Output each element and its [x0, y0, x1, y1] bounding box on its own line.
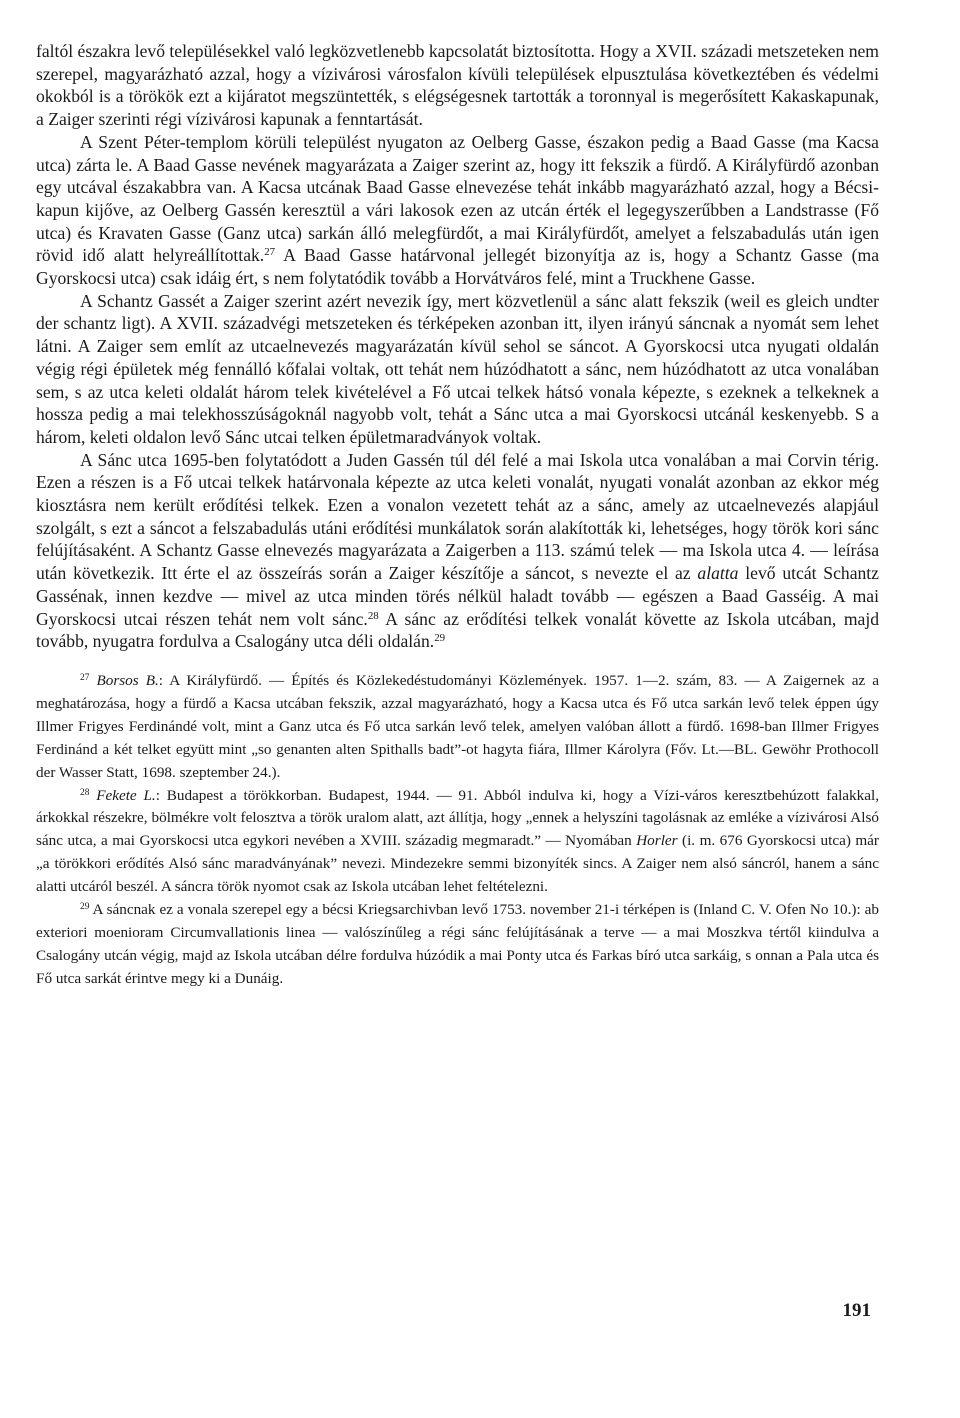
text-run: A sánc az erődítési telkek vonalát követte az Iskola utcában, majd tovább, nyugatra fordulva a Csalogány utca déli oldalán.	[36, 608, 879, 652]
text-run: : Budapest a törökkorban. Budapest, 1944. — 91. Abból indulva ki, hogy a Vízi-város keresztbehúzott falakkal, árkokkal részekre, bölmékre volt felosztva a török uralom alatt, azt állítja, hogy „ennek a helyszíni tagolásnak az emléke a vízivárosi Alsó sánc utca, a mai Gyorskocsi utca egykori nevében a XVIII. századig megmaradt.” — Nyomában	[36, 786, 879, 850]
footnote-marker: 27	[80, 672, 90, 683]
italic-text: Horler	[636, 832, 678, 850]
paragraph	[36, 290, 879, 449]
text-run: (i. m. 676 Gyorskocsi utca) már „a törökkori erődítés Alsó sánc maradványának” nevezi. Mindezekre semmi bizonyíték sincs. A Zaiger nem alsó sáncról, hanem a sánc alatti utcáról beszél. A sáncra török nyomot csak az Iskola utcában lehet feltételezni.	[36, 832, 879, 896]
footnote-marker: 27	[264, 246, 276, 259]
footnote	[36, 785, 879, 900]
paragraph	[36, 40, 879, 131]
italic-text: Borsos B.	[96, 671, 159, 689]
italic-text: alatta	[697, 563, 739, 584]
italic-text: Fekete L.	[96, 786, 156, 804]
paragraph	[36, 131, 879, 290]
footnote-marker: 29	[80, 901, 90, 912]
page-number: 191	[842, 1300, 871, 1321]
footnote-marker: 29	[434, 632, 446, 645]
text-run: A Baad Gasse határvonal jellegét bizonyítja az is, hogy a Schantz Gasse (ma Gyorskocsi utca) csak idáig ért, s nem folytatódik tovább a Horvátváros felé, mint a Truckhene Gasse.	[36, 245, 880, 289]
text-run: A sáncnak ez a vonala szerepel egy a bécsi Kriegsarchivban levő 1753. november 21-i térképen is (Inland C. V. Ofen No 10.): ab exteriori moenioram Circumvallationis linea — valószínűleg a régi sánc felújításának a terve — a mai Moszkva tértől kiindulva a Csalogány utcán végig, majd az Iskola utcában délre fordulva húzódik a mai Ponty utca és Farkas bíró utca sarkáig, s onnan a Pala utca és Fő utca sarkát érintve megy ki a Dunáig.	[36, 901, 879, 987]
footnote-marker: 28	[80, 787, 90, 798]
text-run: A Sánc utca 1695-ben folytatódott a Juden Gassén túl dél felé a mai Iskola utca vonalában a mai Corvin térig. Ezen a részen is a Fő utcai telkek határvonala képezte az utca keleti vonalát, nyugati vonalát azonban az ekkor még kiosztásra nem került erődítési telkek. Ezen a vonalon vezetett tehát az a sánc, amely az utcaelnevezés alapjául szolgált, s ezt a sáncot a felszabadulás utáni erődítési munkálatok során alakították ki, lehetséges, hogy török kori sánc felújításaként. A Schantz Gasse elnevezés magyarázata a Zaigerben a 113. számú telek — ma Iskola utca 4. — leírása után következik. Itt érte el az összeírás során a Zaiger készítője a sáncot, s nevezte el az	[36, 449, 879, 584]
paragraph	[36, 449, 879, 653]
footnotes	[36, 670, 879, 991]
text-run: : A Királyfürdő. — Építés és Közlekedéstudományi Közlemények. 1957. 1—2. szám, 83. — A Zaigernek az a meghatározása, hogy a fürdő a Kacsa utcában fekszik, azzal magyarázható, hogy a Kacsa utca és Fő utca sarkán levő telek éppen úgy Illmer Frigyes Ferdinándé volt, mint a Ganz utca és Fő utca sarkán levő telek, amelyen valóban állott a fürdő. 1698-ban Illmer Frigyes Ferdinánd a két telket együtt mint „so genanten alten Spithalls badt”-ot hagyta fiára, Illmer Károlyra (Főv. Lt.—BL. Gewöhr Prothocoll der Wasser Statt, 1698. szeptember 24.).	[36, 671, 879, 781]
text-run: levő utcát Schantz Gassénak, innen kezdve — mivel az utca minden törés nélkül haladt tovább — egészen a Baad Gasséig. A mai Gyorskocsi utcai részen tehát nem volt sánc.	[36, 563, 879, 629]
main-text	[36, 40, 879, 653]
text-run: faltól északra levő településekkel való legközvetlenebb kapcsolatát biztosította. Hogy a XVII. századi metszeteken nem szerepel, magyarázható azzal, hogy a vízivárosi városfalon kívüli települések elpusztulása következtében és védelmi okokból is a törökök ezt a kijáratot megszüntették, s elégségesnek tartották a toronnyal is megerősített Kakaskapunak, a Zaiger szerinti régi vízivárosi kapunak a fenntartását.	[36, 41, 879, 130]
footnote	[36, 899, 879, 991]
footnote	[36, 670, 879, 785]
book-page	[36, 40, 879, 991]
footnote-marker: 28	[367, 609, 379, 622]
text-run: A Schantz Gassét a Zaiger szerint azért nevezik így, mert közvetlenül a sánc alatt fekszik (weil es gleich undter der schantz ligt). A XVII. századvégi metszeteken és térképeken azonban itt, ilyen irányú sáncnak a nyomát sem lehet látni. A Zaiger sem említ az utcaelnevezés magyarázatán kívül sehol se sáncot. A Gyorskocsi utca nyugati oldalán végig régi épületek még fennálló kőfalai voltak, ott tehát nem húzódhatott a sánc, nem húzódhatott az utca vonalában sem, s az utca keleti oldalát három telek kivételével a Fő utcai telkek hátsó vonala képezte, s ezeknek a telkeknek a hossza pedig a mai telekhosszúságoknál nagyobb volt, tehát a Sánc utca a mai Gyorskocsi utcánál keskenyebb. S a három, keleti oldalon levő Sánc utcai telken épületmaradványok voltak.	[36, 290, 879, 447]
text-run: A Szent Péter-templom körüli települést nyugaton az Oelberg Gasse, északon pedig a Baad Gasse (ma Kacsa utca) zárta le. A Baad Gasse nevének magyarázata a Zaiger szerint az, hogy itt fekszik a fürdő. A Királyfürdő azonban egy utcával északabbra van. A Kacsa utcának Baad Gasse elnevezése tehát inkább magyarázható azzal, hogy a Bécsi-kapun kijőve, az Oelberg Gassén keresztül a vári lakosok ezen az utcán érték el legegyszerűbben a Landstrasse (Fő utca) és Kravaten Gasse (Ganz utca) sarkán álló melegfürdőt, a mai Királyfürdőt, amelyet a felszabadulás után igen rövid idő alatt helyreállítottak.	[36, 131, 879, 266]
